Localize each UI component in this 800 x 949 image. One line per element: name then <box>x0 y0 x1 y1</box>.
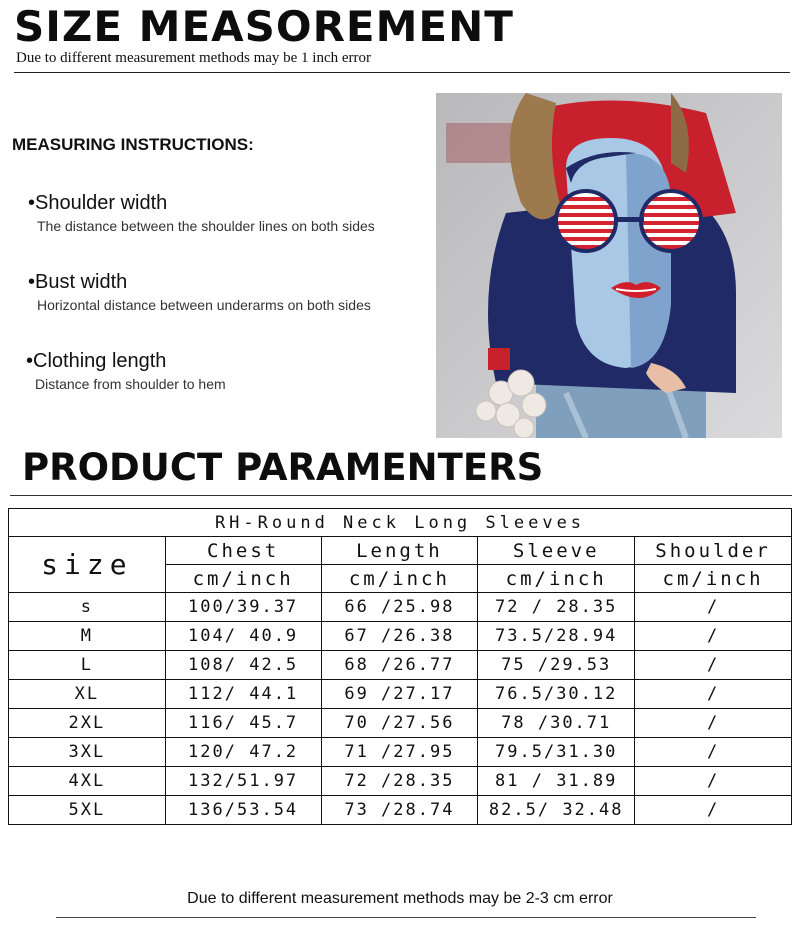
table-row <box>9 651 792 680</box>
footer-error-note: Due to different measurement methods may be 2-3 cm error <box>187 890 613 907</box>
sleeve-cell: 76.5/30.12 <box>478 680 635 709</box>
table-row <box>9 622 792 651</box>
size-cell: L <box>9 651 166 680</box>
product-photo <box>436 93 782 438</box>
chest-cell: 120/ 47.2 <box>165 738 321 767</box>
section-divider <box>10 495 792 496</box>
table-row <box>9 680 792 709</box>
sleeve-cell: 78 /30.71 <box>478 709 635 738</box>
column-header: Chest <box>165 537 321 565</box>
size-chart-table <box>8 508 792 825</box>
chest-cell: 104/ 40.9 <box>165 622 321 651</box>
size-cell: s <box>9 593 166 622</box>
sleeve-cell: 81 / 31.89 <box>478 767 635 796</box>
shoulder-cell: / <box>635 738 792 767</box>
chest-cell: 136/53.54 <box>165 796 321 825</box>
table-row <box>9 738 792 767</box>
shoulder-width-desc: The distance between the shoulder lines on both sides <box>37 218 375 234</box>
chest-cell: 112/ 44.1 <box>165 680 321 709</box>
sleeve-cell: 72 / 28.35 <box>478 593 635 622</box>
length-cell: 73 /28.74 <box>321 796 478 825</box>
shoulder-cell: / <box>635 680 792 709</box>
chest-cell: 116/ 45.7 <box>165 709 321 738</box>
size-cell: 2XL <box>9 709 166 738</box>
sleeve-cell: 73.5/28.94 <box>478 622 635 651</box>
chest-cell: 108/ 42.5 <box>165 651 321 680</box>
length-cell: 68 /26.77 <box>321 651 478 680</box>
size-cell: 5XL <box>9 796 166 825</box>
table-row <box>9 709 792 738</box>
shoulder-cell: / <box>635 622 792 651</box>
size-header: size <box>9 537 166 593</box>
size-cell: XL <box>9 680 166 709</box>
length-cell: 66 /25.98 <box>321 593 478 622</box>
length-cell: 69 /27.17 <box>321 680 478 709</box>
measurement-error-note: Due to different measurement methods may be 1 inch error <box>16 50 372 66</box>
column-header: Length <box>321 537 478 565</box>
size-cell: M <box>9 622 166 651</box>
column-unit: cm/inch <box>478 565 635 593</box>
column-unit: cm/inch <box>321 565 478 593</box>
section-title: PRODUCT PARAMENTERS <box>22 446 544 489</box>
sleeve-cell: 75 /29.53 <box>478 651 635 680</box>
length-cell: 67 /26.38 <box>321 622 478 651</box>
column-unit: cm/inch <box>165 565 321 593</box>
table-row <box>9 593 792 622</box>
length-cell: 70 /27.56 <box>321 709 478 738</box>
instructions-heading: MEASURING INSTRUCTIONS: <box>12 135 254 154</box>
column-unit: cm/inch <box>635 565 792 593</box>
shoulder-cell: / <box>635 709 792 738</box>
shoulder-cell: / <box>635 796 792 825</box>
length-cell: 72 /28.35 <box>321 767 478 796</box>
shoulder-cell: / <box>635 767 792 796</box>
sleeve-cell: 82.5/ 32.48 <box>478 796 635 825</box>
sleeve-cell: 79.5/31.30 <box>478 738 635 767</box>
bust-width-desc: Horizontal distance between underarms on both sides <box>37 297 371 313</box>
footer-divider <box>56 917 756 918</box>
clothing-length-desc: Distance from shoulder to hem <box>35 376 226 392</box>
page-title: SIZE MEASOREMENT <box>14 2 514 51</box>
table-caption: RH-Round Neck Long Sleeves <box>9 509 792 537</box>
chest-cell: 100/39.37 <box>165 593 321 622</box>
chest-cell: 132/51.97 <box>165 767 321 796</box>
clothing-length-title: •Clothing length <box>26 350 167 372</box>
shoulder-width-title: •Shoulder width <box>28 192 168 214</box>
size-cell: 4XL <box>9 767 166 796</box>
header-divider <box>14 72 790 73</box>
sweatshirt-illustration <box>436 93 782 438</box>
table-row <box>9 796 792 825</box>
size-cell: 3XL <box>9 738 166 767</box>
column-header: Shoulder <box>635 537 792 565</box>
bust-width-title: •Bust width <box>28 271 128 293</box>
column-header: Sleeve <box>478 537 635 565</box>
length-cell: 71 /27.95 <box>321 738 478 767</box>
shoulder-cell: / <box>635 651 792 680</box>
table-row <box>9 767 792 796</box>
shoulder-cell: / <box>635 593 792 622</box>
